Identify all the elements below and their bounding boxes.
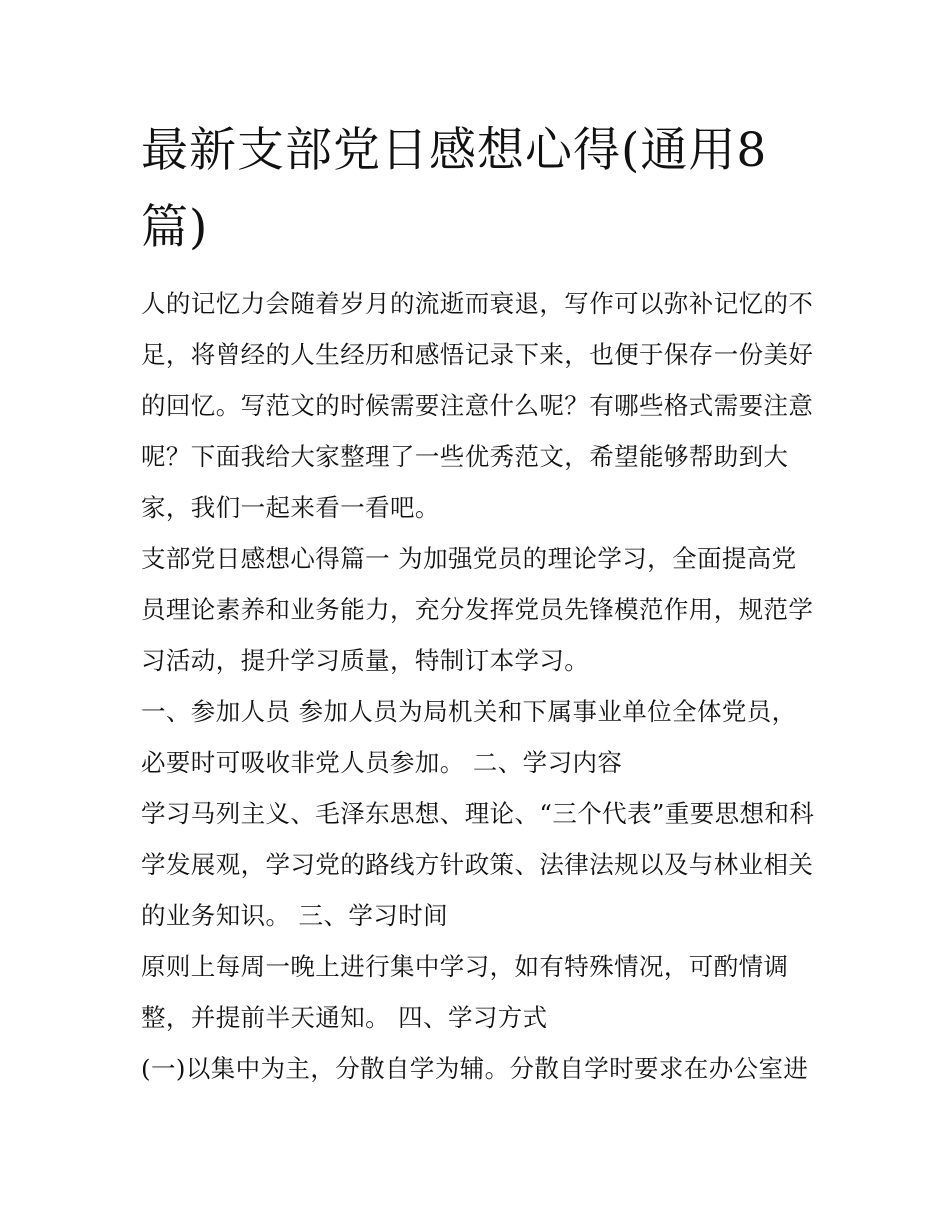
document-content <box>141 112 821 1094</box>
section-intro-paragraph: 支部党日感想心得篇一 为加强党员的理论学习，全面提高党员理论素养和业务能力，充分发挥党员先锋模范作用，规范学习活动，提升学习质量，特制订本学习。 <box>141 544 814 675</box>
study-time-paragraph: 原则上每周一晚上进行集中学习，如有特殊情况，可酌情调整，并提前半天通知。 四、学习方式 <box>141 952 789 1032</box>
document-title: 最新支部党日感想心得(通用8篇) <box>141 123 768 255</box>
study-method-paragraph: (一)以集中为主，分散自学为辅。分散自学时要求在办公室进 <box>141 1054 809 1083</box>
study-content-paragraph: 学习马列主义、毛泽东思想、理论、“三个代表”重要思想和科学发展观，学习党的路线方针政策、法律法规以及与林业相关的业务知识。 三、学习时间 <box>141 799 815 930</box>
intro-paragraph: 人的记忆力会随着岁月的流逝而衰退，写作可以弥补记忆的不足，将曾经的人生经历和感悟记录下来，也便于保存一份美好的回忆。写范文的时候需要注意什么呢？有哪些格式需要注意呢？下面我给大家整理了一些优秀范文，希望能够帮助到大家，我们一起来看一看吧。 <box>141 289 814 522</box>
participants-paragraph: 一、参加人员 参加人员为局机关和下属事业单位全体党员，必要时可吸收非党人员参加。 二、学习内容 <box>141 697 797 777</box>
